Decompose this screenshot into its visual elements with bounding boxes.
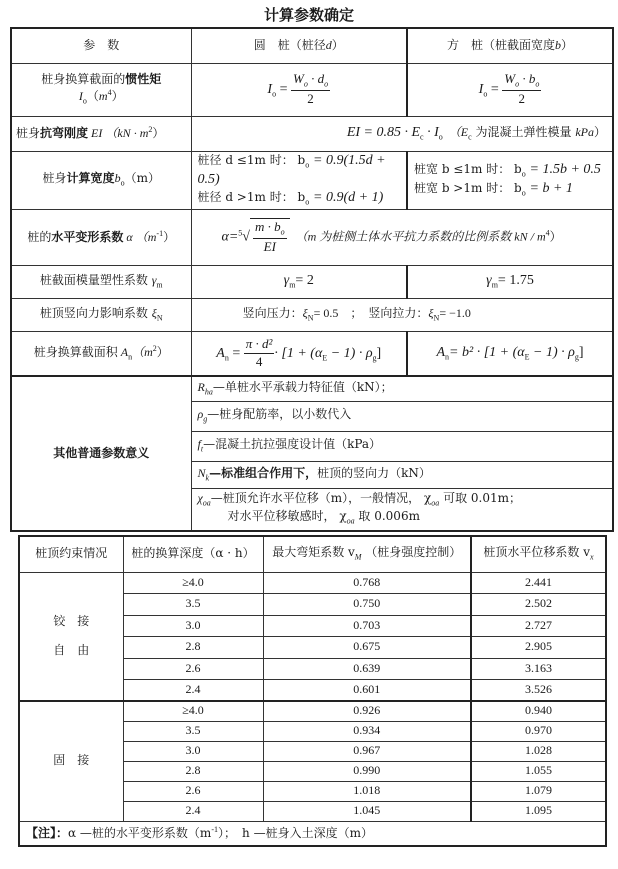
num: m · b [254,219,281,235]
displacement-coef-cell: 2.905 [471,637,606,659]
label-text: 桩身 [16,126,41,141]
other-item [191,431,613,461]
formula-an-round: $A_n$ = $\frac{\text{π · d²}}{4}$ · $[1 + (\alpha_E - 1) \cdot \rho_g]$ [191,331,407,376]
sub: g [574,352,579,362]
var: b [555,37,561,52]
fraction [502,71,541,108]
sub: n [445,352,450,362]
den: 4 [255,353,263,369]
formula: ] [578,344,584,360]
text: 取 0.006m [354,509,420,524]
depth-cell: 2.6 [123,658,263,680]
unit: （m） [124,171,160,186]
sub: N [433,313,440,322]
sym: χ [197,491,203,506]
row-other [11,376,613,401]
sub: o [535,79,540,89]
displacement-coef-cell: 1.095 [471,801,606,821]
formula-bo-round: 桩径 d ≤1m 时： $b_o = 0.9(1.5d + 0.5)$ 桩径 d >1m 时： $b_o = 0.9(d + 1)$ [191,151,407,209]
sym: ξ [302,305,308,320]
sep: ； [350,305,357,320]
header-text: ） [331,37,344,52]
den: 2 [518,91,526,107]
sub: n [224,353,229,363]
row-inertia [11,63,613,116]
depth-cell: 3.5 [123,721,263,741]
depth-cell: 3.0 [123,741,263,761]
label-text: 桩身换算截面的 [41,72,126,87]
sub: g [372,353,377,363]
sub: N [156,313,163,322]
note-tag: 【注】： [26,825,69,840]
formula: = b + 1 [529,181,573,196]
note [19,821,606,846]
num: · d [307,71,325,87]
text: 可取 0.01m； [439,491,521,506]
note: ） [549,229,562,244]
row-gamma [11,265,613,298]
row-alpha [11,209,613,265]
sym: N [197,465,206,480]
sym: ξ [151,305,157,320]
sub: c [468,132,472,142]
other-item [191,376,613,401]
formula: − 1) · ρ [529,344,575,360]
formula: = b² [449,344,477,360]
moment-coef-cell: 1.018 [263,781,471,801]
other-item [191,461,613,488]
header-text: 方 桩（桩截面宽度 [446,37,555,52]
num: π · d² [244,336,275,354]
depth-cell: ≥4.0 [123,572,263,594]
sup: 4 [107,87,112,97]
displacement-coef-cell: 2.727 [471,615,606,637]
header-text: 参 数 [83,37,120,52]
moment-coef-cell: 0.768 [263,572,471,594]
unit: （kN · m [105,126,149,141]
note-text: α —桩的水平变形系数（m [68,825,212,840]
formula-inertia-square: $I_o$ = $\frac{W_o \cdot b_o}{2}$ [407,63,613,116]
formula: EI = 0.85 · E [346,125,421,141]
moment-coef-cell: 0.639 [263,658,471,680]
sub: o [515,79,520,89]
sup: 2 [152,343,157,353]
label-text: 桩的 [27,229,52,244]
moment-coef-cell: 0.967 [263,741,471,761]
sup: 2 [148,125,153,135]
unit: ） [152,126,165,141]
sub: o [483,89,488,99]
sym: γ [151,272,157,287]
header-square-pile [407,28,613,63]
depth-cell: 3.0 [123,615,263,637]
sym: I [478,82,484,97]
formula-bo-square: 桩宽 b ≤1m 时： $b_o = 1.5b + 0.5$ 桩宽 b >1m 时： $b_o = b + 1$ [407,151,613,209]
cond: 桩径 d ≤1m 时： b [197,153,306,168]
displacement-coef-cell: 1.055 [471,761,606,781]
label-xi [11,298,191,331]
depth-cell: 2.8 [123,761,263,781]
unit: ） [163,229,176,244]
page-title: 计算参数确定 [263,6,354,24]
sub: t [200,444,204,454]
label-gamma [11,265,191,298]
sym: EI [88,126,106,141]
sub: M [354,552,362,562]
label-bold: 惯性矩 [125,72,162,87]
text: —桩顶允许水平位移（m），一般情况， χ [210,491,432,506]
sub: n [128,352,133,362]
cond: 桩宽 b ≤1m 时： b [414,162,522,177]
sub: o [303,79,308,89]
sym: I [267,82,273,97]
label-bold: 计算宽度 [66,171,115,186]
depth-cell: 2.8 [123,637,263,659]
label-inertia [11,63,191,116]
label-bold: 水平变形系数 [51,229,124,244]
sym: A [216,345,225,361]
unit: ） [156,344,169,359]
num: W [504,71,516,87]
table-row [19,701,606,721]
xi-values [191,298,613,331]
label-an [11,331,191,376]
other-item [191,488,613,531]
note-text: h —桩身入土深度（m） [242,825,373,840]
label-bo [11,151,191,209]
displacement-coef-cell: 0.940 [471,701,606,721]
sub: o [280,227,285,237]
sym: γ [283,273,290,289]
label-other: 其他普通参数意义 [11,376,191,531]
row-xi [11,298,613,331]
sym: ξ [428,305,434,320]
moment-coef-cell: 0.703 [263,615,471,637]
sub: o [120,178,125,188]
sym: ρ [197,407,204,422]
sup: -1 [211,824,218,834]
cond: 桩径 d >1m 时： b [197,190,306,205]
parameter-table [10,27,614,532]
sym: b [114,171,121,186]
moment-coef-cell: 0.934 [263,721,471,741]
gamma-round [191,265,407,298]
sym: α= [221,229,239,245]
sub: o [272,89,277,99]
note-text: ）； [218,825,231,840]
label-text: 竖向压力： [242,305,303,320]
label-text: 桩身换算截面积 [33,344,118,359]
constraint-label: 铰 接 [53,613,90,628]
header-param [11,28,191,63]
label-alpha [11,209,191,265]
header-displacement [471,536,606,572]
sub: ha [204,387,213,397]
sym: R [197,379,205,394]
label-text: 桩身 [42,171,67,186]
displacement-coef-cell: 1.079 [471,781,606,801]
sub: k [205,473,210,482]
unit: （m [135,229,157,244]
sym: f [197,437,201,452]
header-moment [263,536,471,572]
formula: = 1.5b + 0.5 [529,162,601,178]
sub: oa [202,498,211,508]
header-row [11,28,613,63]
depth-cell: ≥4.0 [123,701,263,721]
formula: · [1 + (α [274,345,323,361]
unit: m [98,88,108,103]
value: = 0.5 [313,305,339,320]
label-ei [11,116,191,151]
value: = −1.0 [439,305,471,320]
cond: 桩宽 b >1m 时： b [414,181,522,195]
formula: − 1) · ρ [327,345,373,361]
table-row [19,572,606,594]
value: = 1.75 [497,273,534,289]
note: （E [454,125,469,140]
sub: oa [431,498,440,508]
coefficient-table [18,535,607,847]
constraint-label: 自 由 [53,643,90,658]
note: （m 为桩侧土体水平抗力系数的比例系数 kN / m [301,229,546,244]
other-item [191,401,613,431]
text: —桩身配筋率，以小数代入 [207,407,352,422]
sup: -1 [156,228,164,238]
formula-ei [191,116,613,151]
label-text: 桩截面模量塑性系数 [39,272,148,287]
header-text: 最大弯矩系数 v [272,545,355,560]
sup: 4 [545,228,550,238]
formula: · I [423,125,439,141]
text: —混凝土抗拉强度设计值（kPa） [203,437,382,452]
unit: ） [111,88,124,103]
label-text: 竖向拉力： [368,305,429,320]
sub: N [307,313,314,322]
sub: o [438,132,443,142]
header-row [19,536,606,572]
unit: （ [86,88,99,103]
moment-coef-cell: 0.750 [263,594,471,616]
sub: o [82,96,87,106]
header-depth: 桩的换算深度（α · h） [123,536,263,572]
text: —单桩水平承载力特征值（kN）； [212,379,393,394]
sub: o [324,79,329,89]
displacement-coef-cell: 1.028 [471,741,606,761]
sym: A [117,344,129,359]
label-bold: 抗弯刚度 [40,126,89,141]
depth-cell: 2.4 [123,801,263,821]
value: = 2 [295,273,314,289]
root-index: 5 [238,228,243,238]
unit: （m [132,344,153,359]
num: W [292,71,304,87]
formula-alpha: α=$^5$√ $\frac{m \cdot b_o}{EI}$ （m 为桩侧土体水平抗力系数的比例系数 kN / $m^4$） [191,209,613,265]
depth-cell: 2.6 [123,781,263,801]
displacement-coef-cell: 2.502 [471,594,606,616]
sub: m [289,280,296,290]
displacement-coef-cell: 0.970 [471,721,606,741]
sym: γ [486,273,492,289]
note: kPa [575,125,594,140]
moment-coef-cell: 0.675 [263,637,471,659]
note-row [19,821,606,846]
depth-cell: 3.5 [123,594,263,616]
sub: x [590,552,594,562]
radicand [250,218,290,256]
row-bo [11,151,613,209]
header-round-pile [191,28,407,63]
header-text: ） [561,37,574,52]
formula-inertia-round: $I_o$ = $\frac{W_o \cdot d_o}{2}$ [191,63,407,116]
row-ei [11,116,613,151]
den: EI [263,239,276,255]
text: 桩顶的竖向力（kN） [317,465,431,480]
sym: A [436,344,446,360]
formula-an-square [407,331,613,376]
sub: E [524,352,530,362]
row-an [11,331,613,376]
moment-coef-cell: 1.045 [263,801,471,821]
displacement-coef-cell: 3.526 [471,680,606,702]
sub: E [322,353,328,363]
num: · b [519,71,536,87]
formula: ] [376,345,382,361]
moment-coef-cell: 0.926 [263,701,471,721]
constraint-cell [19,701,123,821]
text: —标准组合作用下， [209,465,318,480]
header-text: 圆 桩（桩径 [253,37,326,52]
displacement-coef-cell: 2.441 [471,572,606,594]
label-text: 桩顶竖向力影响系数 [39,305,148,320]
constraint-label: 固 接 [53,753,90,768]
constraint-cell [19,572,123,701]
header-text: （桩身强度控制） [365,545,462,560]
note: ） [593,125,606,140]
sub: g [203,414,208,424]
gamma-square [407,265,613,298]
sym: I [78,88,83,103]
den: 2 [307,91,314,107]
sub: m [491,280,498,290]
header-text: 桩顶水平位移系数 v [483,545,591,560]
sub: oa [346,516,355,526]
fraction [291,71,330,108]
sym: α [123,229,136,244]
moment-coef-cell: 0.990 [263,761,471,781]
sub: c [420,132,424,142]
displacement-coef-cell: 3.163 [471,658,606,680]
sub: m [156,280,163,289]
depth-cell: 2.4 [123,680,263,702]
formula: = 0.9(1.5d + 0.5) [197,153,386,187]
formula: = 0.9(d + 1) [313,190,384,206]
note: 为混凝土弹性模量 [471,125,576,140]
var: d [325,37,332,52]
moment-coef-cell: 0.601 [263,680,471,702]
formula: · [1 + (α [476,344,525,360]
header-constraint: 桩顶约束情况 [19,536,123,572]
text: 对水平位移敏感时， χ [227,509,347,524]
